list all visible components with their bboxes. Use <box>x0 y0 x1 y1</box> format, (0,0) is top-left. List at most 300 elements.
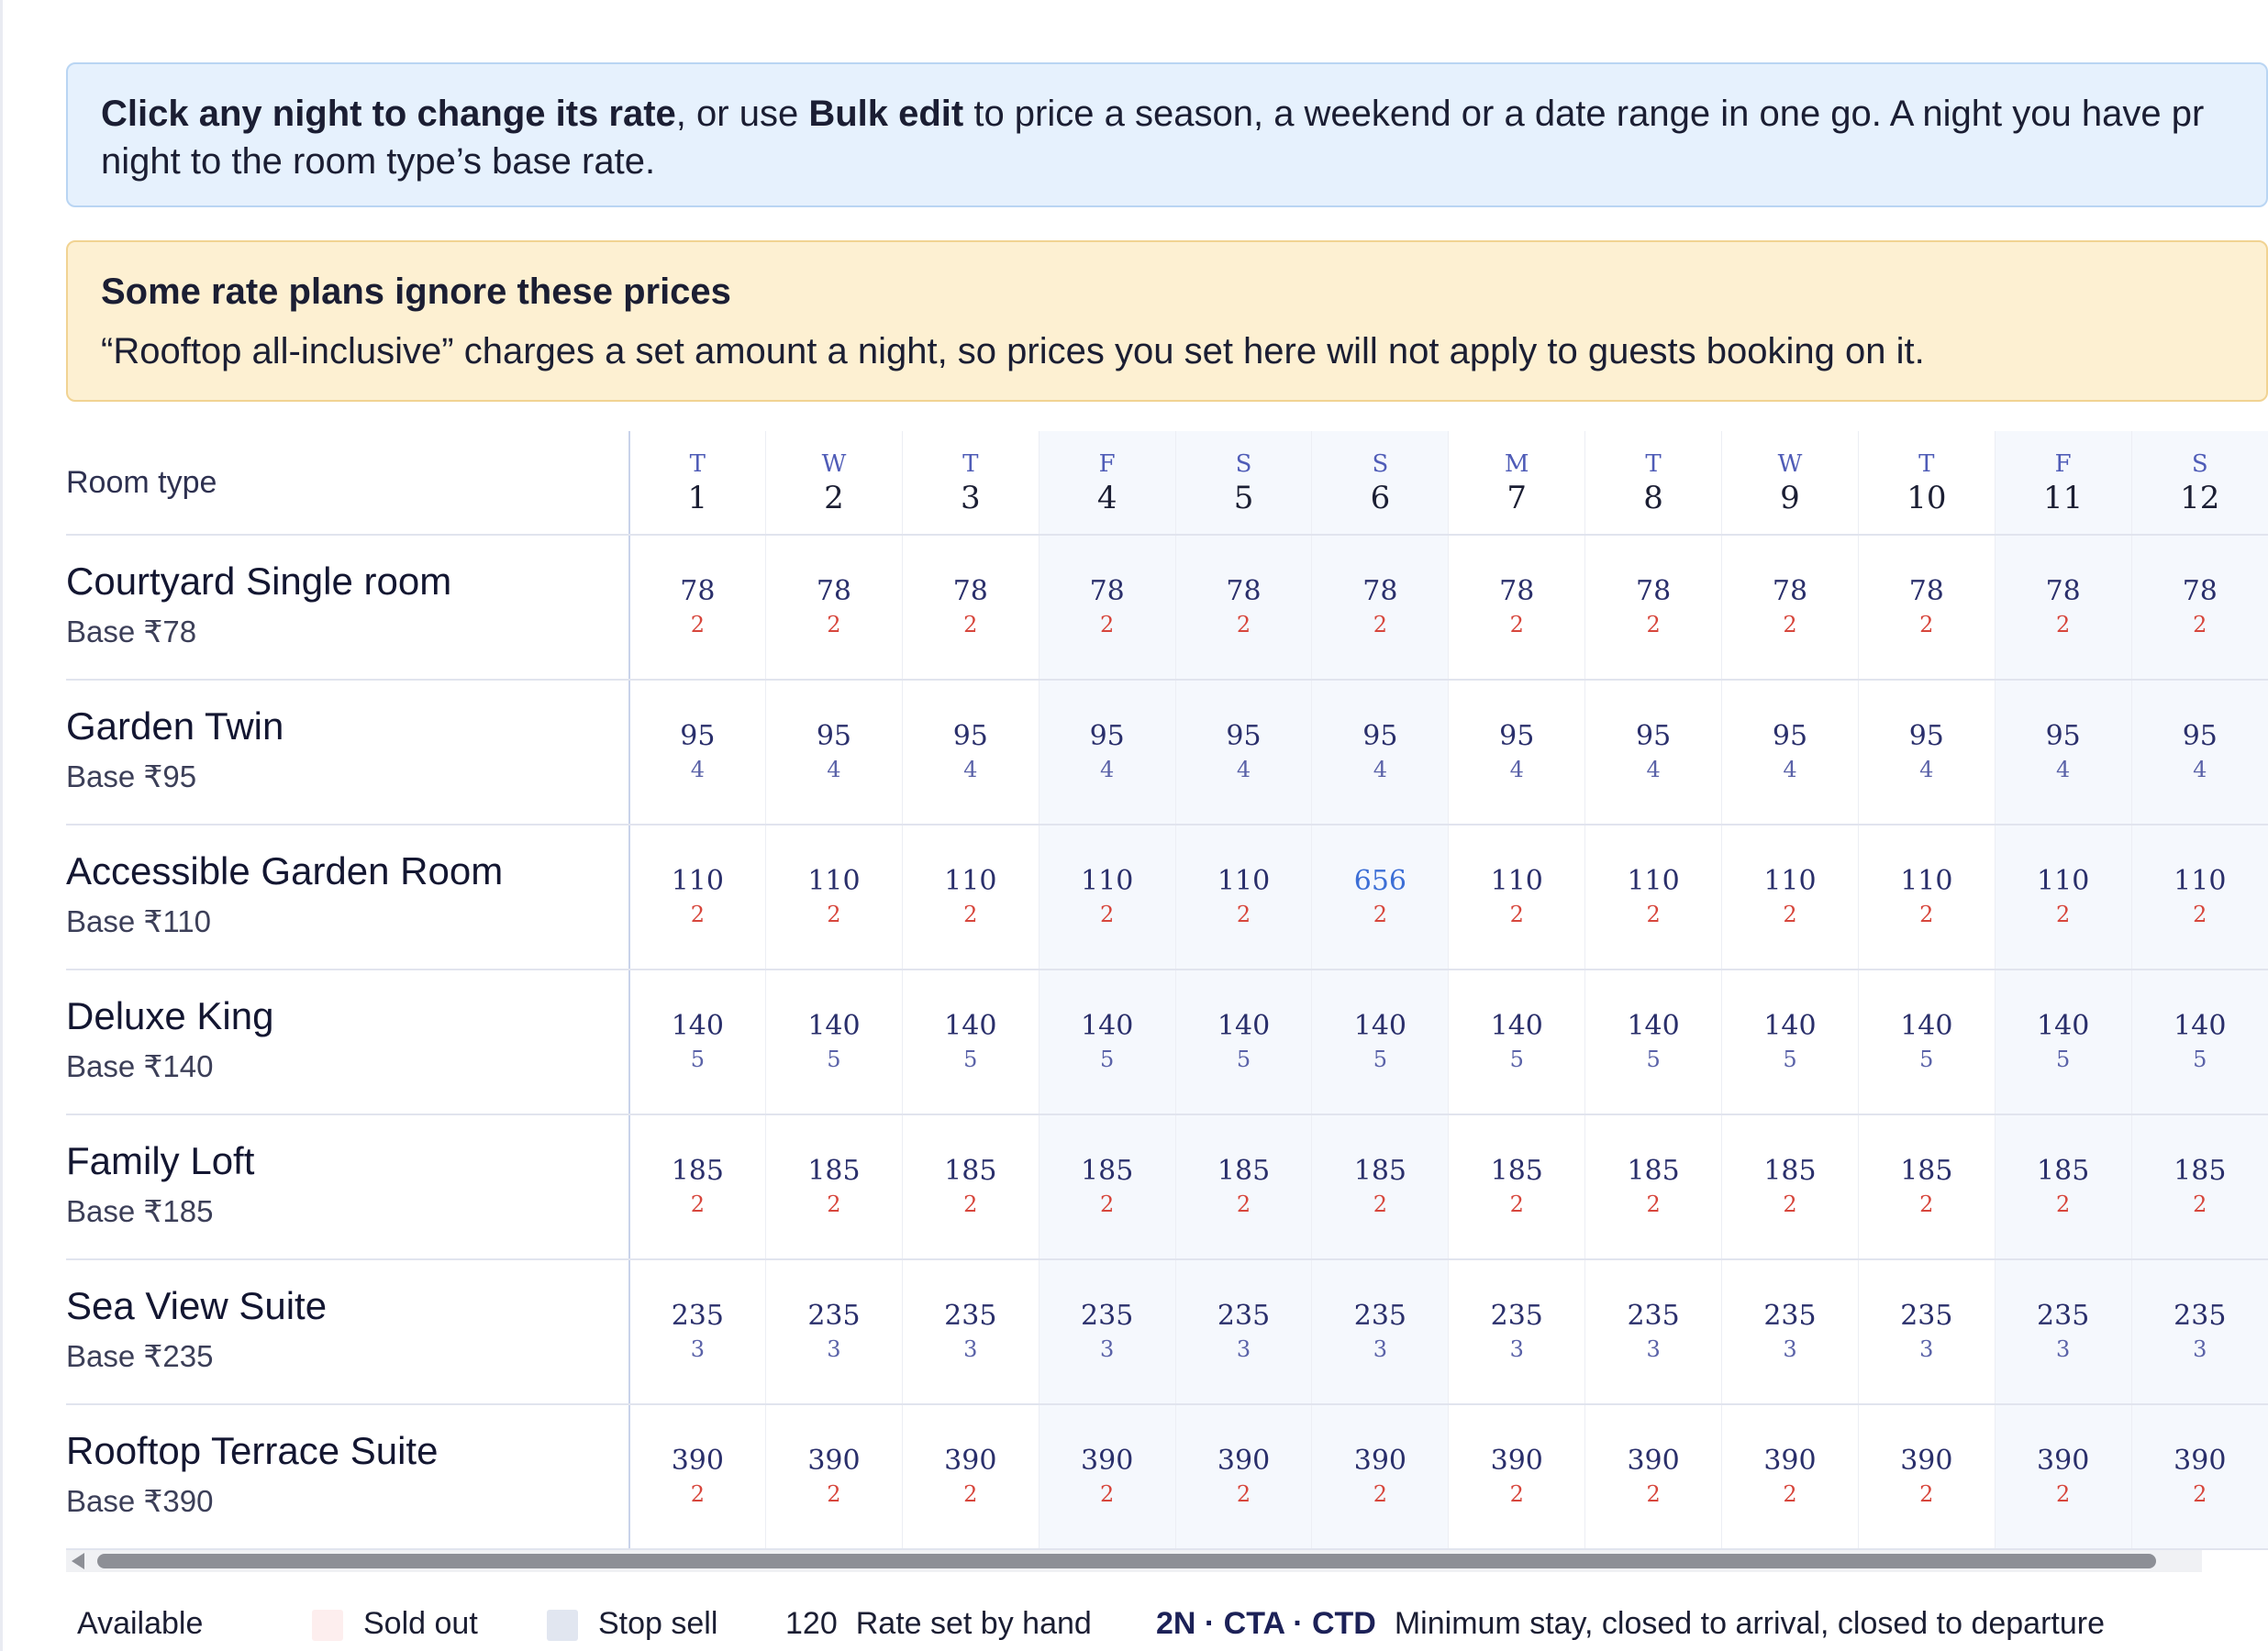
rate-cell[interactable] <box>1995 1114 2131 1259</box>
rate-cell[interactable] <box>2131 970 2268 1114</box>
nightly-rate: 110 <box>944 865 997 897</box>
warning-banner <box>66 240 2268 402</box>
rate-cell[interactable] <box>629 1404 766 1549</box>
minimum-stay: 3 <box>963 1336 978 1362</box>
nightly-rate: 78 <box>952 575 988 607</box>
rate-cell[interactable] <box>766 1114 903 1259</box>
nightly-rate: 110 <box>2174 865 2227 897</box>
nightly-rate: 110 <box>807 865 861 897</box>
rate-cell[interactable] <box>1449 825 1585 970</box>
nightly-rate: 185 <box>1627 1155 1680 1187</box>
rate-cell[interactable] <box>1312 1404 1449 1549</box>
minimum-stay: 4 <box>1783 757 1797 782</box>
rate-cell[interactable] <box>1449 970 1585 1114</box>
room-name: Garden Twin <box>66 704 284 748</box>
rate-cell[interactable] <box>2131 535 2268 680</box>
nightly-rate: 95 <box>1089 720 1125 752</box>
rate-cell[interactable] <box>1858 535 1995 680</box>
minimum-stay: 2 <box>1646 612 1661 637</box>
day-of-week: T <box>962 450 979 478</box>
minimum-stay: 2 <box>2193 902 2207 927</box>
rate-cell[interactable] <box>1039 680 1175 825</box>
day-of-month: 9 <box>1780 480 1800 516</box>
nightly-rate: 235 <box>2037 1300 2090 1332</box>
rate-cell[interactable] <box>629 970 766 1114</box>
minimum-stay: 2 <box>827 1481 841 1507</box>
nightly-rate: 78 <box>680 575 716 607</box>
rate-cell[interactable] <box>1449 1259 1585 1404</box>
nightly-rate: 235 <box>1490 1300 1543 1332</box>
day-of-month: 10 <box>1907 480 1947 516</box>
minimum-stay: 2 <box>1509 902 1524 927</box>
rate-cell[interactable] <box>902 1259 1039 1404</box>
nightly-rate: 390 <box>2037 1445 2090 1477</box>
nightly-rate: 110 <box>1763 865 1817 897</box>
rate-cell[interactable] <box>766 1404 903 1549</box>
rate-cell[interactable] <box>1175 535 1312 680</box>
warning-body: “Rooftop all-inclusive” charges a set amount a night, so prices you set here will not apply to guests booking on it. <box>101 331 1925 371</box>
minimum-stay: 4 <box>2056 757 2071 782</box>
rate-cell[interactable] <box>1995 1259 2131 1404</box>
nightly-rate: 110 <box>671 865 724 897</box>
nightly-rate: 110 <box>1490 865 1543 897</box>
nightly-rate: 95 <box>1908 720 1944 752</box>
room-type-cell <box>66 825 629 970</box>
day-header <box>766 431 903 535</box>
info-banner <box>66 62 2268 207</box>
room-base-rate: Base ₹390 <box>66 1484 214 1518</box>
day-header <box>1995 431 2131 535</box>
nightly-rate: 95 <box>1362 720 1398 752</box>
day-of-month: 12 <box>2180 480 2220 516</box>
minimum-stay: 2 <box>827 1191 841 1217</box>
rate-cell[interactable] <box>629 680 766 825</box>
rate-cell[interactable] <box>1722 680 1859 825</box>
minimum-stay: 2 <box>1783 902 1797 927</box>
day-header <box>1312 431 1449 535</box>
minimum-stay: 2 <box>1783 612 1797 637</box>
minimum-stay: 2 <box>1646 902 1661 927</box>
day-of-month: 4 <box>1096 480 1117 516</box>
nightly-rate: 78 <box>816 575 852 607</box>
rate-cell[interactable] <box>1312 680 1449 825</box>
minimum-stay: 4 <box>963 757 978 782</box>
minimum-stay: 5 <box>1100 1047 1115 1072</box>
minimum-stay: 2 <box>2056 612 2071 637</box>
room-type-cell <box>66 680 629 825</box>
horizontal-scrollbar[interactable] <box>66 1550 2202 1572</box>
room-type-cell <box>66 1114 629 1259</box>
minimum-stay: 2 <box>690 1191 705 1217</box>
minimum-stay: 4 <box>1509 757 1524 782</box>
nightly-rate: 140 <box>671 1010 724 1042</box>
room-row <box>66 970 2268 1114</box>
nightly-rate: 235 <box>1900 1300 1953 1332</box>
minimum-stay: 5 <box>690 1047 705 1072</box>
rate-cell[interactable] <box>902 1114 1039 1259</box>
rate-cell[interactable] <box>1858 1114 1995 1259</box>
rate-cell[interactable] <box>1858 970 1995 1114</box>
nightly-rate: 185 <box>944 1155 997 1187</box>
room-name: Family Loft <box>66 1139 255 1182</box>
room-base-rate: Base ₹95 <box>66 759 197 793</box>
scrollbar-thumb[interactable] <box>97 1554 2156 1568</box>
minimum-stay: 2 <box>827 612 841 637</box>
room-name: Courtyard Single room <box>66 560 452 603</box>
rate-cell[interactable] <box>2131 1259 2268 1404</box>
nightly-rate: 95 <box>1636 720 1672 752</box>
minimum-stay: 2 <box>1373 1191 1388 1217</box>
room-row <box>66 535 2268 680</box>
nightly-rate: 95 <box>680 720 716 752</box>
info-bold-bulk-edit: Bulk edit <box>808 94 964 134</box>
minimum-stay: 5 <box>1373 1047 1388 1072</box>
room-type-cell <box>66 1404 629 1549</box>
room-base-rate: Base ₹235 <box>66 1339 214 1373</box>
room-name: Accessible Garden Room <box>66 849 504 892</box>
nightly-rate: 390 <box>1490 1445 1543 1477</box>
minimum-stay: 2 <box>1373 612 1388 637</box>
minimum-stay: 2 <box>1100 1191 1115 1217</box>
minimum-stay: 2 <box>1100 612 1115 637</box>
nightly-rate: 390 <box>1763 1445 1817 1477</box>
minimum-stay: 2 <box>690 612 705 637</box>
rate-cell[interactable] <box>1585 680 1722 825</box>
day-header <box>1858 431 1995 535</box>
nightly-rate: 110 <box>1081 865 1134 897</box>
nightly-rate: 390 <box>1900 1445 1953 1477</box>
rate-cell[interactable] <box>1312 535 1449 680</box>
nightly-rate: 185 <box>1217 1155 1271 1187</box>
nightly-rate: 235 <box>2174 1300 2227 1332</box>
day-of-week: F <box>1098 450 1116 478</box>
nightly-rate: 95 <box>816 720 852 752</box>
day-of-week: S <box>1372 450 1389 478</box>
nightly-rate: 390 <box>1353 1445 1407 1477</box>
room-name: Sea View Suite <box>66 1284 328 1327</box>
minimum-stay: 5 <box>1646 1047 1661 1072</box>
rate-cell[interactable] <box>1858 1404 1995 1549</box>
minimum-stay: 4 <box>1646 757 1661 782</box>
room-type-header: Room type <box>66 431 629 535</box>
rate-cell[interactable] <box>766 825 903 970</box>
minimum-stay: 4 <box>2193 757 2207 782</box>
info-bold-click: Click any night to change its rate <box>101 94 676 134</box>
rate-cell[interactable] <box>1722 1114 1859 1259</box>
minimum-stay: 2 <box>2193 612 2207 637</box>
room-base-rate: Base ₹185 <box>66 1194 214 1228</box>
minimum-stay: 4 <box>1100 757 1115 782</box>
nightly-rate: 140 <box>1081 1010 1134 1042</box>
minimum-stay: 2 <box>963 902 978 927</box>
nightly-rate: 78 <box>1636 575 1672 607</box>
rate-cell[interactable] <box>1312 1259 1449 1404</box>
nightly-rate: 95 <box>2045 720 2081 752</box>
nightly-rate: 140 <box>2174 1010 2227 1042</box>
room-row <box>66 1404 2268 1549</box>
rate-cell[interactable] <box>1722 825 1859 970</box>
day-of-month: 2 <box>824 480 844 516</box>
nightly-rate: 390 <box>944 1445 997 1477</box>
rate-cell[interactable] <box>1039 535 1175 680</box>
day-of-week: T <box>1645 450 1662 478</box>
rate-cell[interactable] <box>902 1404 1039 1549</box>
room-name: Rooftop Terrace Suite <box>66 1429 439 1472</box>
rate-cell[interactable] <box>1995 970 2131 1114</box>
rate-cell[interactable] <box>1175 825 1312 970</box>
minimum-stay: 2 <box>1783 1191 1797 1217</box>
minimum-stay: 2 <box>1509 1191 1524 1217</box>
minimum-stay: 2 <box>1646 1481 1661 1507</box>
minimum-stay: 3 <box>2193 1336 2207 1362</box>
room-row <box>66 680 2268 825</box>
rate-cell[interactable] <box>629 1114 766 1259</box>
minimum-stay: 2 <box>1783 1481 1797 1507</box>
rate-cell[interactable] <box>1858 1259 1995 1404</box>
rate-cell[interactable] <box>1995 680 2131 825</box>
nightly-rate: 185 <box>1763 1155 1817 1187</box>
rate-cell[interactable] <box>1449 535 1585 680</box>
minimum-stay: 2 <box>1373 902 1388 927</box>
rate-cell[interactable] <box>1175 1114 1312 1259</box>
info-line-2: night to the room type’s base rate. <box>101 141 656 182</box>
rate-cell[interactable] <box>2131 680 2268 825</box>
rate-cell[interactable] <box>1039 825 1175 970</box>
day-of-week: T <box>689 450 706 478</box>
rate-grid-scroll-area[interactable] <box>66 431 2227 1546</box>
room-type-cell <box>66 535 629 680</box>
rate-cell[interactable] <box>902 825 1039 970</box>
day-of-week: F <box>2054 450 2072 478</box>
nightly-rate: 140 <box>807 1010 861 1042</box>
minimum-stay: 2 <box>1236 612 1251 637</box>
day-header <box>1039 431 1175 535</box>
nightly-rate: 656 <box>1353 865 1407 897</box>
rate-cell[interactable] <box>1175 1259 1312 1404</box>
minimum-stay: 2 <box>1236 902 1251 927</box>
minimum-stay: 2 <box>2056 902 2071 927</box>
nightly-rate: 140 <box>1217 1010 1271 1042</box>
rate-cell[interactable] <box>1312 825 1449 970</box>
rate-cell[interactable] <box>766 970 903 1114</box>
nightly-rate: 390 <box>2174 1445 2227 1477</box>
rate-cell[interactable] <box>1312 1114 1449 1259</box>
nightly-rate: 78 <box>1089 575 1125 607</box>
nightly-rate: 140 <box>2037 1010 2090 1042</box>
nightly-rate: 140 <box>1627 1010 1680 1042</box>
minimum-stay: 3 <box>1509 1336 1524 1362</box>
day-of-week: W <box>1777 450 1803 478</box>
minimum-stay: 2 <box>1236 1191 1251 1217</box>
day-of-month: 5 <box>1233 480 1254 516</box>
rate-cell[interactable] <box>1039 1114 1175 1259</box>
minimum-stay: 2 <box>690 1481 705 1507</box>
info-line-1: Click any night to change its rate, or use Bulk edit to price a season, a weekend or a date range in one go. A night you have pr <box>101 94 2205 134</box>
rate-cell[interactable] <box>1585 1259 1722 1404</box>
minimum-stay: 2 <box>2056 1191 2071 1217</box>
rate-cell[interactable] <box>902 970 1039 1114</box>
nightly-rate: 185 <box>2037 1155 2090 1187</box>
nightly-rate: 235 <box>1217 1300 1271 1332</box>
rate-cell[interactable] <box>1858 825 1995 970</box>
manual-rate-example: 120 <box>785 1606 838 1641</box>
rate-cell[interactable] <box>1585 1114 1722 1259</box>
minimum-stay: 5 <box>1919 1047 1934 1072</box>
rate-grid <box>66 431 2268 1550</box>
minimum-stay: 2 <box>963 1191 978 1217</box>
minimum-stay: 2 <box>1919 1481 1934 1507</box>
day-header <box>902 431 1039 535</box>
day-of-month: 7 <box>1506 480 1528 516</box>
rate-cell[interactable] <box>629 535 766 680</box>
nightly-rate: 390 <box>807 1445 861 1477</box>
rate-cell[interactable] <box>766 535 903 680</box>
nightly-rate: 235 <box>1353 1300 1407 1332</box>
rate-cell[interactable] <box>902 680 1039 825</box>
day-of-week: S <box>2191 450 2208 478</box>
rate-cell[interactable] <box>1312 970 1449 1114</box>
rate-cell[interactable] <box>1449 680 1585 825</box>
rate-cell[interactable] <box>1585 535 1722 680</box>
room-type-cell <box>66 1259 629 1404</box>
nightly-rate: 390 <box>1217 1445 1271 1477</box>
minimum-stay: 5 <box>1509 1047 1524 1072</box>
legend-rate-set-by-hand: 120 Rate set by hand <box>785 1606 1092 1641</box>
minimum-stay: 3 <box>2056 1336 2071 1362</box>
day-of-week: T <box>1918 450 1935 478</box>
rate-cell[interactable] <box>1039 1259 1175 1404</box>
day-header <box>1722 431 1859 535</box>
rate-cell[interactable] <box>1722 970 1859 1114</box>
nightly-rate: 390 <box>1081 1445 1134 1477</box>
nightly-rate: 140 <box>1353 1010 1407 1042</box>
minimum-stay: 2 <box>1509 1481 1524 1507</box>
day-of-month: 1 <box>687 480 708 516</box>
minimum-stay: 5 <box>2193 1047 2207 1072</box>
nightly-rate: 390 <box>671 1445 724 1477</box>
rate-cell[interactable] <box>1722 535 1859 680</box>
room-row <box>66 1259 2268 1404</box>
minimum-stay: 4 <box>1919 757 1934 782</box>
legend-sold-out: Sold out <box>312 1601 478 1645</box>
nightly-rate: 185 <box>2174 1155 2227 1187</box>
room-base-rate: Base ₹78 <box>66 615 197 648</box>
rate-cell[interactable] <box>1722 1259 1859 1404</box>
rate-cell[interactable] <box>2131 825 2268 970</box>
minimum-stay: 2 <box>690 902 705 927</box>
day-of-week: S <box>1235 450 1252 478</box>
rate-cell[interactable] <box>629 1259 766 1404</box>
rate-cell[interactable] <box>1175 1404 1312 1549</box>
minimum-stay: 2 <box>2193 1481 2207 1507</box>
sold-out-swatch <box>312 1610 343 1641</box>
nightly-rate: 110 <box>1900 865 1953 897</box>
day-header <box>629 431 766 535</box>
rate-cell[interactable] <box>766 1259 903 1404</box>
minimum-stay: 2 <box>1646 1191 1661 1217</box>
nightly-rate: 235 <box>944 1300 997 1332</box>
rate-cell[interactable] <box>2131 1114 2268 1259</box>
nightly-rate: 235 <box>1081 1300 1134 1332</box>
legend-stop-sell: Stop sell <box>547 1601 717 1645</box>
rate-cell[interactable] <box>1858 680 1995 825</box>
nightly-rate: 185 <box>1490 1155 1543 1187</box>
minimum-stay: 4 <box>690 757 705 782</box>
minimum-stay: 2 <box>1919 612 1934 637</box>
minimum-stay: 5 <box>2056 1047 2071 1072</box>
minimum-stay: 5 <box>1236 1047 1251 1072</box>
restriction-codes: 2N · CTA · CTD <box>1156 1606 1376 1641</box>
rate-cell[interactable] <box>629 825 766 970</box>
rate-cell[interactable] <box>766 680 903 825</box>
minimum-stay: 5 <box>827 1047 841 1072</box>
nightly-rate: 185 <box>1081 1155 1134 1187</box>
legend-restriction-codes: 2N · CTA · CTD Minimum stay, closed to arrival, closed to departure <box>1156 1606 2105 1641</box>
minimum-stay: 3 <box>690 1336 705 1362</box>
nightly-rate: 95 <box>1772 720 1808 752</box>
nightly-rate: 235 <box>807 1300 861 1332</box>
minimum-stay: 2 <box>1100 1481 1115 1507</box>
day-of-month: 8 <box>1643 480 1663 516</box>
rate-cell[interactable] <box>1039 970 1175 1114</box>
minimum-stay: 2 <box>963 612 978 637</box>
rate-cell[interactable] <box>1585 1404 1722 1549</box>
rate-cell[interactable] <box>1175 680 1312 825</box>
minimum-stay: 3 <box>827 1336 841 1362</box>
rate-cell[interactable] <box>1585 825 1722 970</box>
rate-cell[interactable] <box>1449 1114 1585 1259</box>
rate-cell[interactable] <box>902 535 1039 680</box>
minimum-stay: 2 <box>2193 1191 2207 1217</box>
minimum-stay: 2 <box>1373 1481 1388 1507</box>
minimum-stay: 2 <box>1100 902 1115 927</box>
page-left-border <box>0 0 3 1651</box>
rate-cell[interactable] <box>2131 1404 2268 1549</box>
minimum-stay: 2 <box>1236 1481 1251 1507</box>
nightly-rate: 140 <box>1900 1010 1953 1042</box>
rate-cell[interactable] <box>1039 1404 1175 1549</box>
nightly-rate: 140 <box>944 1010 997 1042</box>
nightly-rate: 140 <box>1763 1010 1817 1042</box>
day-of-week: M <box>1504 450 1529 478</box>
rate-cell[interactable] <box>1722 1404 1859 1549</box>
rate-cell[interactable] <box>1585 970 1722 1114</box>
minimum-stay: 2 <box>1919 902 1934 927</box>
minimum-stay: 3 <box>1236 1336 1251 1362</box>
room-type-cell <box>66 970 629 1114</box>
legend-available: Available <box>77 1606 204 1641</box>
stop-sell-swatch <box>547 1610 578 1641</box>
rate-cell[interactable] <box>1995 1404 2131 1549</box>
nightly-rate: 235 <box>1627 1300 1680 1332</box>
scroll-left-arrow-icon[interactable] <box>72 1553 84 1569</box>
nightly-rate: 140 <box>1490 1010 1543 1042</box>
minimum-stay: 2 <box>1509 612 1524 637</box>
nightly-rate: 235 <box>1763 1300 1817 1332</box>
nightly-rate: 95 <box>1499 720 1535 752</box>
minimum-stay: 4 <box>827 757 841 782</box>
rate-cell[interactable] <box>1175 970 1312 1114</box>
nightly-rate: 185 <box>671 1155 724 1187</box>
day-of-month: 6 <box>1370 480 1391 516</box>
room-name: Deluxe King <box>66 994 274 1037</box>
rate-cell[interactable] <box>1995 535 2131 680</box>
rate-cell[interactable] <box>1995 825 2131 970</box>
rate-cell[interactable] <box>1449 1404 1585 1549</box>
nightly-rate: 78 <box>1908 575 1944 607</box>
day-of-month: 11 <box>2043 480 2084 516</box>
day-header <box>1585 431 1722 535</box>
